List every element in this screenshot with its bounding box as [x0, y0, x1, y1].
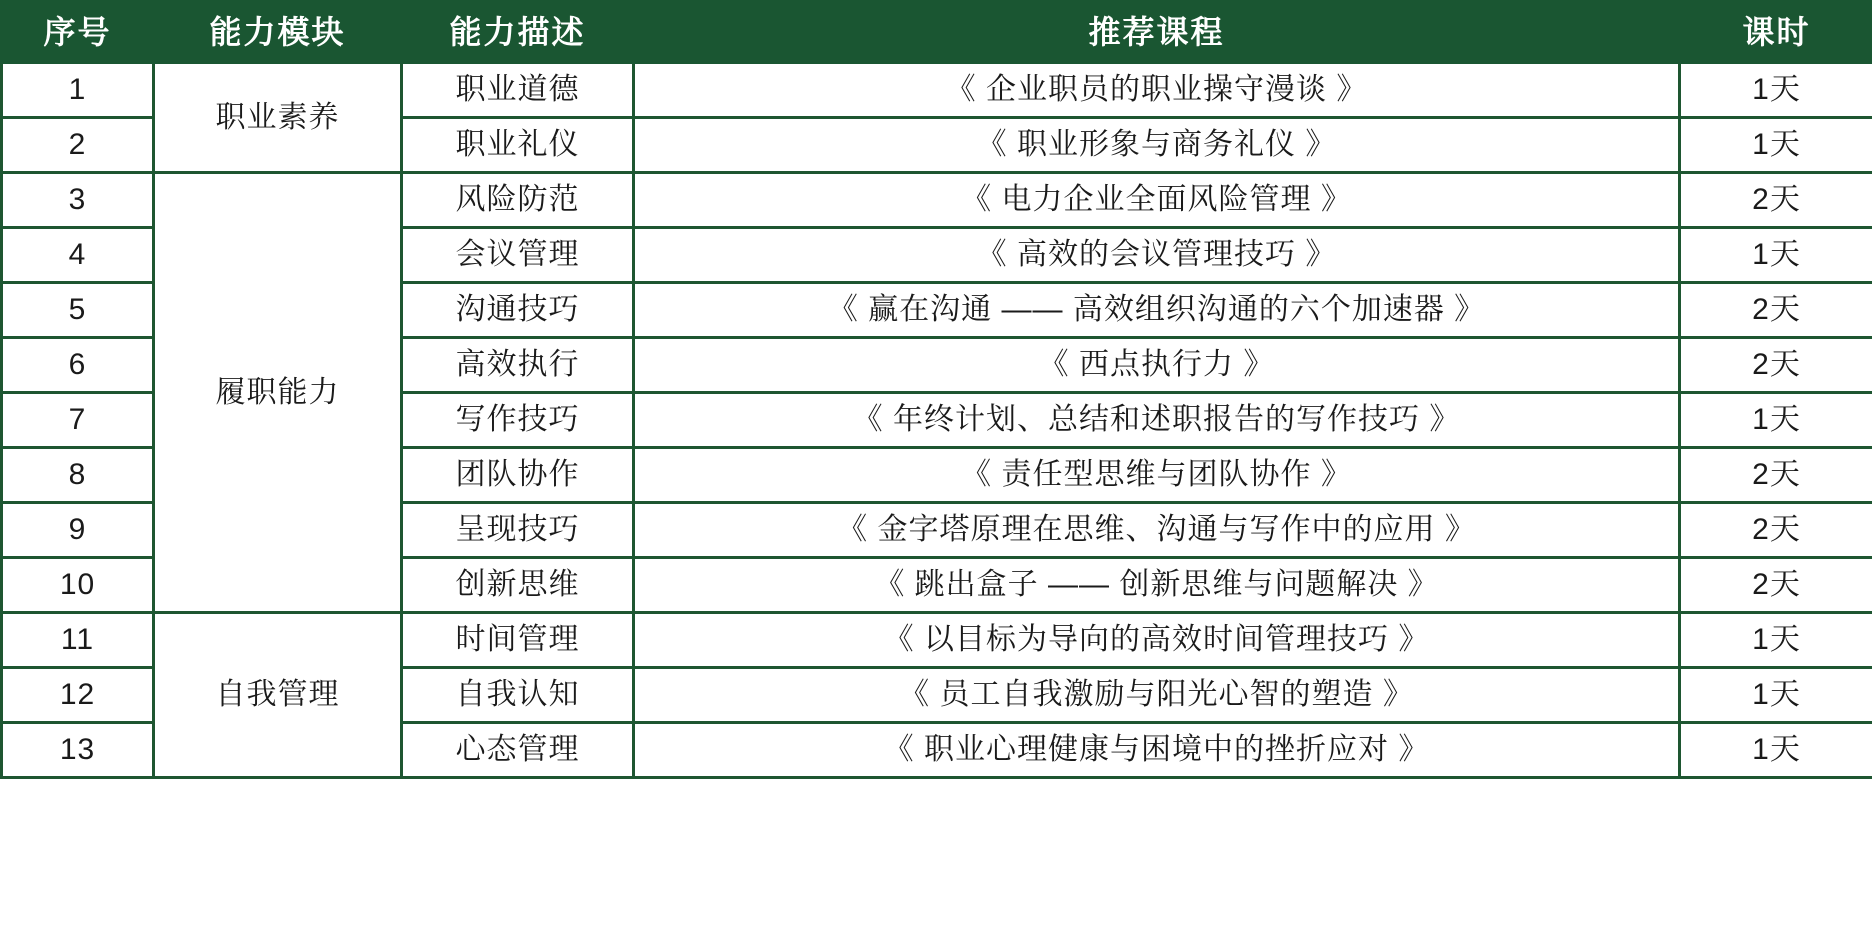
cell-description: 创新思维 [402, 558, 634, 613]
cell-no: 5 [2, 283, 154, 338]
cell-description: 职业礼仪 [402, 118, 634, 173]
cell-description: 高效执行 [402, 338, 634, 393]
cell-course: 《 年终计划、总结和述职报告的写作技巧 》 [634, 393, 1680, 448]
cell-hours: 1天 [1680, 228, 1872, 283]
table-row [2, 63, 1872, 118]
cell-course: 《 金字塔原理在思维、沟通与写作中的应用 》 [634, 503, 1680, 558]
cell-course: 《 职业心理健康与困境中的挫折应对 》 [634, 723, 1680, 778]
cell-no: 9 [2, 503, 154, 558]
cell-hours: 2天 [1680, 283, 1872, 338]
cell-hours: 2天 [1680, 558, 1872, 613]
table-row [2, 173, 1872, 228]
cell-module: 职业素养 [154, 63, 402, 173]
cell-no: 11 [2, 613, 154, 668]
cell-course: 《 责任型思维与团队协作 》 [634, 448, 1680, 503]
cell-description: 职业道德 [402, 63, 634, 118]
table-row [2, 613, 1872, 668]
cell-course: 《 以目标为导向的高效时间管理技巧 》 [634, 613, 1680, 668]
column-header-course: 推荐课程 [634, 2, 1680, 63]
cell-hours: 1天 [1680, 118, 1872, 173]
table-body [2, 63, 1872, 778]
cell-no: 7 [2, 393, 154, 448]
cell-description: 时间管理 [402, 613, 634, 668]
cell-description: 心态管理 [402, 723, 634, 778]
cell-course: 《 赢在沟通 —— 高效组织沟通的六个加速器 》 [634, 283, 1680, 338]
cell-description: 呈现技巧 [402, 503, 634, 558]
cell-hours: 2天 [1680, 503, 1872, 558]
cell-no: 8 [2, 448, 154, 503]
cell-hours: 1天 [1680, 723, 1872, 778]
cell-course: 《 电力企业全面风险管理 》 [634, 173, 1680, 228]
cell-hours: 1天 [1680, 63, 1872, 118]
cell-description: 风险防范 [402, 173, 634, 228]
cell-no: 1 [2, 63, 154, 118]
cell-description: 会议管理 [402, 228, 634, 283]
cell-course: 《 高效的会议管理技巧 》 [634, 228, 1680, 283]
table-header [2, 2, 1872, 63]
cell-description: 团队协作 [402, 448, 634, 503]
cell-no: 13 [2, 723, 154, 778]
cell-course: 《 企业职员的职业操守漫谈 》 [634, 63, 1680, 118]
cell-no: 6 [2, 338, 154, 393]
cell-no: 4 [2, 228, 154, 283]
cell-hours: 2天 [1680, 338, 1872, 393]
column-header-description: 能力描述 [402, 2, 634, 63]
cell-course: 《 员工自我激励与阳光心智的塑造 》 [634, 668, 1680, 723]
cell-hours: 1天 [1680, 668, 1872, 723]
column-header-hours: 课时 [1680, 2, 1872, 63]
cell-no: 3 [2, 173, 154, 228]
table-header-row [2, 2, 1872, 63]
column-header-module: 能力模块 [154, 2, 402, 63]
cell-module: 履职能力 [154, 173, 402, 613]
cell-hours: 1天 [1680, 393, 1872, 448]
cell-description: 自我认知 [402, 668, 634, 723]
cell-hours: 1天 [1680, 613, 1872, 668]
cell-course: 《 职业形象与商务礼仪 》 [634, 118, 1680, 173]
column-header-no: 序号 [2, 2, 154, 63]
cell-description: 沟通技巧 [402, 283, 634, 338]
cell-course: 《 跳出盒子 —— 创新思维与问题解决 》 [634, 558, 1680, 613]
cell-no: 2 [2, 118, 154, 173]
cell-module: 自我管理 [154, 613, 402, 778]
cell-hours: 2天 [1680, 448, 1872, 503]
cell-hours: 2天 [1680, 173, 1872, 228]
cell-no: 10 [2, 558, 154, 613]
cell-course: 《 西点执行力 》 [634, 338, 1680, 393]
cell-description: 写作技巧 [402, 393, 634, 448]
cell-no: 12 [2, 668, 154, 723]
